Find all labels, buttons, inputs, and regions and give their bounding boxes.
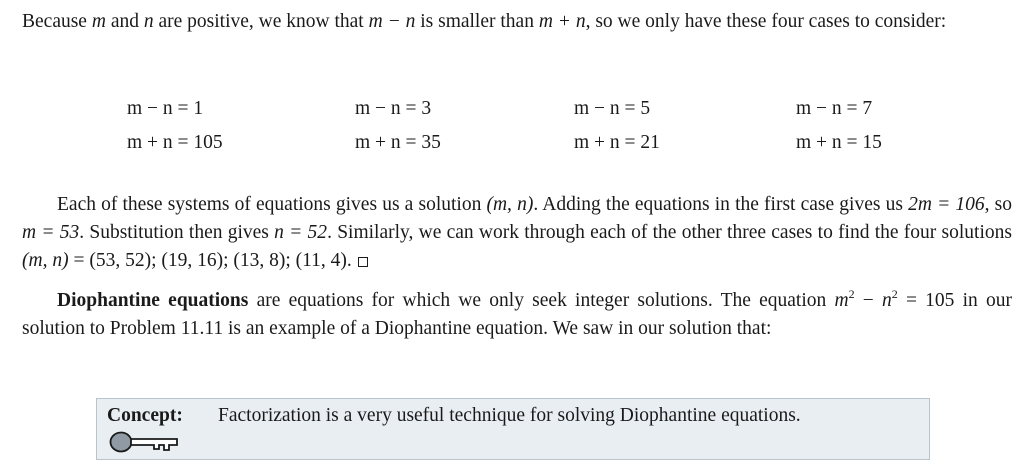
case-equation-sum: m + n = 35	[355, 132, 441, 153]
defined-term: Diophantine equations	[57, 290, 249, 311]
text-span: , so we only have these four cases to consider:	[585, 11, 947, 32]
case-equation-difference: m − n = 5	[574, 98, 651, 119]
math-var-m: m	[91, 11, 106, 32]
case-equation-difference: m − n = 1	[127, 98, 204, 119]
math-expression: m − n	[368, 11, 416, 32]
math-expression: (m, n)	[22, 250, 69, 271]
text-span: are equations for which we only seek integer solutions. The equation	[248, 290, 835, 311]
text-span: . Adding the equations in the first case gives us	[533, 194, 909, 215]
exponent: 2	[891, 286, 898, 301]
text-span: is smaller than	[415, 11, 539, 32]
case-2	[355, 92, 555, 160]
text-span: −	[854, 290, 882, 311]
text-span: are positive, we know that	[153, 11, 369, 32]
concept-text: Factorization is a very useful technique for solving Diophantine equations.	[218, 405, 801, 426]
text-span: . Similarly, we can work through each of the other three cases to find the four solutions	[327, 222, 1012, 243]
case-equation-sum: m + n = 105	[127, 132, 223, 153]
concept-label: Concept:	[107, 405, 183, 426]
case-1	[127, 92, 327, 160]
text-span: , so	[984, 194, 1013, 215]
math-var-n: n	[143, 11, 154, 32]
case-equation-difference: m − n = 7	[796, 98, 873, 119]
equation-cases	[127, 92, 927, 162]
case-equation-sum: m + n = 15	[796, 132, 882, 153]
end-of-proof-icon	[358, 257, 368, 267]
text-span: Because	[22, 11, 92, 32]
concept-box	[96, 398, 930, 460]
math-var-m: m	[834, 290, 849, 311]
math-expression: m = 53	[22, 222, 80, 243]
case-equation-difference: m − n = 3	[355, 98, 432, 119]
math-var-n: n	[882, 290, 892, 311]
text-span: = (53, 52); (19, 16); (13, 8); (11, 4).	[68, 250, 352, 271]
case-4	[796, 92, 996, 160]
math-expression: n = 52	[274, 222, 328, 243]
intro-paragraph	[22, 8, 1012, 36]
text-span: Each of these systems of equations gives us a solution	[57, 194, 487, 215]
diophantine-paragraph	[22, 287, 1012, 343]
text-span: . Substitution then gives	[79, 222, 275, 243]
key-icon	[109, 430, 181, 454]
math-expression: (m, n)	[486, 194, 534, 215]
text-span: and	[105, 11, 144, 32]
case-equation-sum: m + n = 21	[574, 132, 660, 153]
math-expression: 2m = 106	[908, 194, 985, 215]
text-span: = 105 in our solution to Problem 11.11 is an example of a Diophantine equation. We saw in our solution that:	[22, 290, 1013, 339]
case-3	[574, 92, 774, 160]
math-expression: m + n	[538, 11, 586, 32]
solution-paragraph	[22, 191, 1012, 275]
exponent: 2	[848, 286, 855, 301]
